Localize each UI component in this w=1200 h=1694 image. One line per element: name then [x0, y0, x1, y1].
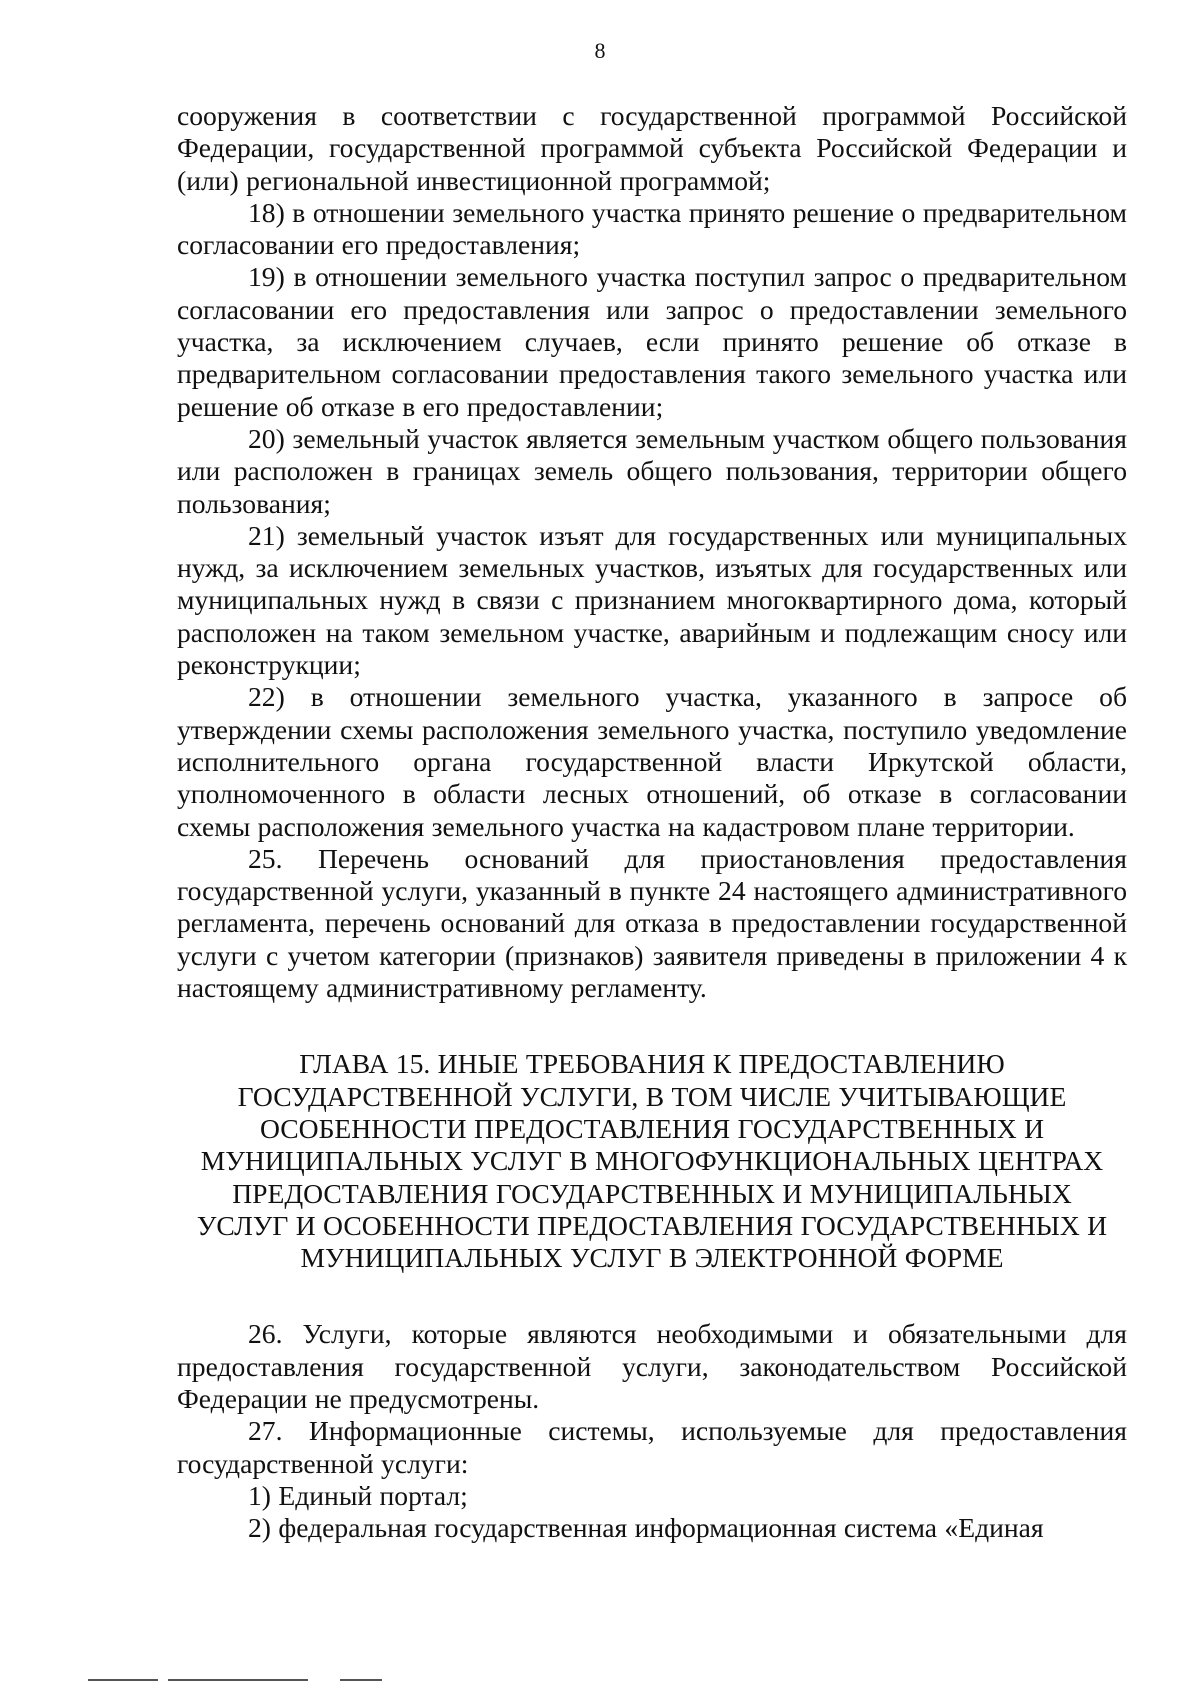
document-body: [177, 100, 1127, 1544]
page-number: 8: [594, 38, 606, 63]
paragraph-25: 25. Перечень оснований для приостановления предоставления государственной услуги, указанный в пункте 24 настоящего административного регламента, перечень оснований для отказа в предоставлении государственной услуги с учетом категории (признаков) заявителя приведены в приложении 4 к настоящему административному регламенту.: [177, 842, 1127, 1004]
scan-artifact-line: [340, 1679, 382, 1681]
list-item-27-2: 2) федеральная государственная информационная система «Единая: [248, 1512, 1044, 1544]
scan-artifact-line: [168, 1679, 308, 1681]
list-item-21: 21) земельный участок изъят для государственных или муниципальных нужд, за исключением земельных участков, изъятых для государственных или муниципальных нужд в связи с признанием многоквартирного дома, который расположен на таком земельном участке, аварийным и подлежащим сносу или реконструкции;: [177, 519, 1127, 681]
list-item-27-1: 1) Единый портал;: [248, 1479, 468, 1511]
scan-artifact-line: [88, 1679, 158, 1681]
list-item-20: 20) земельный участок является земельным участком общего пользования или расположен в границах земель общего пользования, территории общего пользования;: [177, 422, 1127, 519]
chapter-15-heading: ГЛАВА 15. ИНЫЕ ТРЕБОВАНИЯ К ПРЕДОСТАВЛЕНИЮ ГОСУДАРСТВЕННОЙ УСЛУГИ, В ТОМ ЧИСЛЕ УЧИТЫВАЮЩИЕ ОСОБЕННОСТИ ПРЕДОСТАВЛЕНИЯ ГОСУДАРСТВЕННЫХ И МУНИЦИПАЛЬНЫХ УСЛУГ В МНОГОФУНКЦИОНАЛЬНЫХ ЦЕНТРАХ ПРЕДОСТАВЛЕНИЯ ГОСУДАРСТВЕННЫХ И МУНИЦИПАЛЬНЫХ УСЛУГ И ОСОБЕННОСТИ ПРЕДОСТАВЛЕНИЯ ГОСУДАРСТВЕННЫХ И МУНИЦИПАЛЬНЫХ УСЛУГ В ЭЛЕКТРОННОЙ ФОРМЕ: [196, 1048, 1108, 1274]
paragraph-continuation: сооружения в соответствии с государственной программой Российской Федерации, государственной программой субъекта Российской Федерации и (или) региональной инвестиционной программой;: [177, 100, 1127, 196]
paragraph-26: 26. Услуги, которые являются необходимыми и обязательными для предоставления государственной услуги, законодательством Российской Федерации не предусмотрены.: [177, 1318, 1127, 1414]
list-item-18: 18) в отношении земельного участка принято решение о предварительном согласовании его предоставления;: [177, 196, 1127, 261]
list-item-19: 19) в отношении земельного участка поступил запрос о предварительном согласовании его предоставления или запрос о предоставлении земельного участка, за исключением случаев, если принято решение об отказе в предварительном согласовании предоставления такого земельного участка или решение об отказе в его предоставлении;: [177, 261, 1127, 422]
paragraph-27: 27. Информационные системы, используемые для предоставления государственной услуги:: [177, 1415, 1127, 1479]
list-item-22: 22) в отношении земельного участка, указанного в запросе об утверждении схемы расположения земельного участка, поступило уведомление исполнительного органа государственной власти Иркутской области, уполномоченного в области лесных отношений, об отказе в согласовании схемы расположения земельного участка на кадастровом плане территории.: [177, 681, 1127, 842]
